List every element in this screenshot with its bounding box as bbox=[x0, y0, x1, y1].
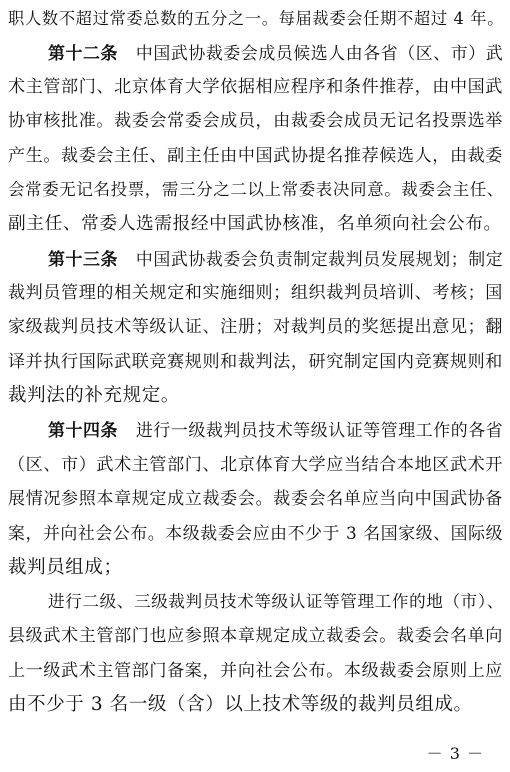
text-line: （区、市）武术主管部门、北京体育大学应当结合本地区武术开 bbox=[8, 455, 503, 475]
article-14-line: 第十四条 进行一级裁判员技术等级认证等管理工作的各省 bbox=[48, 420, 504, 440]
text-line: 由不少于 3 名一级（含）以上技术等级的裁判员组成。 bbox=[8, 694, 473, 715]
text-line: 县级武术主管部门也应参照本章规定成立裁委会。裁委会名单向 bbox=[8, 626, 503, 646]
text-line: 术主管部门、北京体育大学依据相应程序和条件推荐，由中国武 bbox=[8, 77, 503, 97]
text-line: 译并执行国际武联竞赛规则和裁判法，研究制定国内竞赛规则和 bbox=[8, 352, 503, 372]
text-line: 家级裁判员技术等级认证、注册；对裁判员的奖惩提出意见；翻 bbox=[8, 317, 503, 337]
text-line: 副主任、常委人选需报经中国武协核准，名单须向社会公布。 bbox=[8, 214, 502, 234]
text-line: 会常委无记名投票，需三分之二以上常委表决同意。裁委会主任、 bbox=[8, 180, 504, 199]
text-line: 展情况参照本章规定成立裁委会。裁委会名单应当向中国武协备 bbox=[8, 489, 503, 509]
text-line: 进行二级、三级裁判员技术等级认证等管理工作的地（市）、 bbox=[48, 592, 504, 611]
text-line: 裁判员管理的相关规定和实施细则；组织裁判员培训、考核；国 bbox=[8, 283, 503, 303]
text-line: 案，并向社会公布。本级裁委会应由不少于 3 名国家级、国际级 bbox=[8, 523, 504, 543]
article-12-line: 第十二条 中国武协裁委会成员候选人由各省（区、市）武 bbox=[48, 43, 504, 63]
text-line: 上一级武术主管部门备案，并向社会公布。本级裁委会原则上应 bbox=[8, 661, 503, 681]
article-heading: 第十三条 bbox=[48, 249, 118, 269]
article-heading: 第十四条 bbox=[48, 420, 118, 440]
article-heading: 第十二条 bbox=[48, 43, 118, 63]
text-line: 产生。裁委会主任、副主任由中国武协提名推荐候选人，由裁委 bbox=[8, 146, 503, 166]
text-line: 裁判法的补充规定。 bbox=[8, 385, 180, 406]
text-line: 裁判员组成； bbox=[8, 557, 123, 578]
page-number: － 3 － bbox=[426, 744, 484, 763]
article-13-line: 第十三条 中国武协裁委会负责制定裁判员发展规划；制定 bbox=[48, 249, 504, 269]
text-line: 协审核批准。裁委会常委会成员，由裁委会成员无记名投票选举 bbox=[8, 111, 503, 131]
text-line: 职人数不超过常委总数的五分之一。每届裁委会任期不超过 4 年。 bbox=[8, 9, 505, 28]
